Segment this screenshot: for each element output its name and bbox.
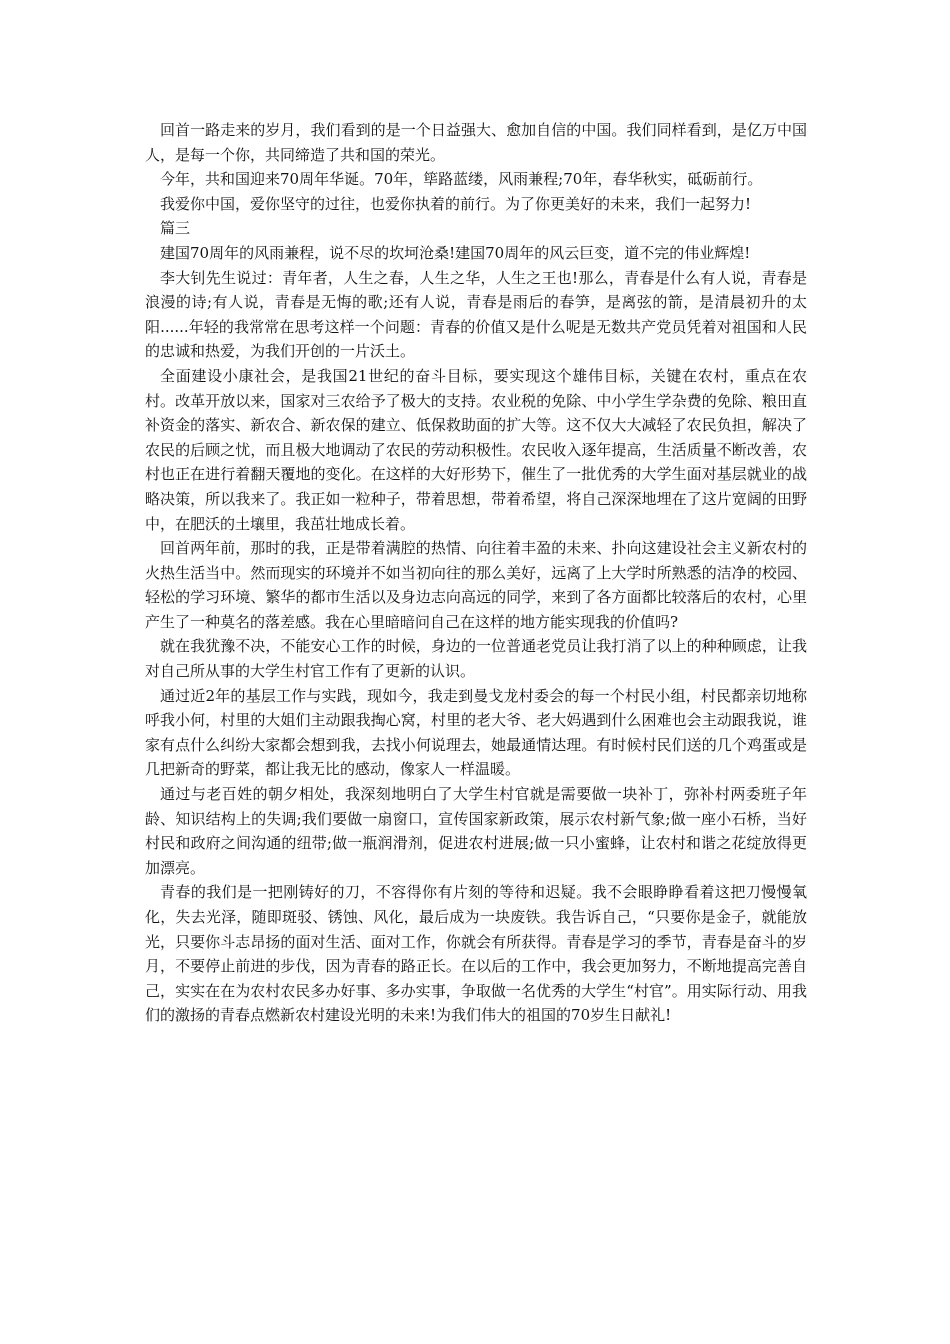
- paragraph: 回首一路走来的岁月，我们看到的是一个日益强大、愈加自信的中国。我们同样看到，是亿万中国人，是每一个你，共同缔造了共和国的荣光。: [145, 121, 807, 164]
- paragraph: 建国70周年的风雨兼程，说不尽的坎坷沧桑!建国70周年的风云巨变，道不完的伟业辉煌!: [160, 243, 751, 262]
- paragraph: 通过与老百姓的朝夕相处，我深刻地明白了大学生村官就是需要做一块补丁，弥补村两委班子年龄、知识结构上的失调;我们要做一扇窗口，宣传国家新政策，展示农村新气象;做一座小石桥，当好村民和政府之间沟通的纽带;做一瓶润滑剂，促进农村进展;做一只小蜜蜂，让农村和谐之花绽放得更加漂亮。: [145, 785, 807, 877]
- section-heading: 篇三: [160, 219, 191, 238]
- paragraph: 我爱你中国，爱你坚守的过往，也爱你执着的前行。为了你更美好的未来，我们一起努力!: [160, 194, 752, 213]
- document-body: [145, 118, 807, 1028]
- paragraph: 通过近2年的基层工作与实践，现如今，我走到曼戈龙村委会的每一个村民小组，村民都亲切地称呼我小何，村里的大姐们主动跟我掏心窝，村里的老大爷、老大妈遇到什么困难也会主动跟我说，谁家有点什么纠纷大家都会想到我，去找小何说理去，她最通情达理。有时候村民们送的几个鸡蛋或是几把新奇的野菜，都让我无比的感动，像家人一样温暖。: [145, 686, 807, 779]
- paragraph: 全面建设小康社会，是我国21世纪的奋斗目标，要实现这个雄伟目标，关键在农村，重点在农村。改革开放以来，国家对三农给予了极大的支持。农业税的免除、中小学生学杂费的免除、粮田直补资金的落实、新农合、新农保的建立、低保救助面的扩大等。这不仅大大减轻了农民负担，解决了农民的后顾之忧，而且极大地调动了农民的劳动积极性。农民收入逐年提高，生活质量不断改善，农村也正在进行着翻天覆地的变化。在这样的大好形势下，催生了一批优秀的大学生面对基层就业的战略决策，所以我来了。我正如一粒种子，带着思想，带着希望，将自己深深地埋在了这片宽阔的田野中，在肥沃的土壤里，我茁壮地成长着。: [145, 366, 807, 533]
- paragraph: 就在我犹豫不决，不能安心工作的时候，身边的一位普通老党员让我打消了以上的种种顾虑，让我对自己所从事的大学生村官工作有了更新的认识。: [145, 637, 807, 681]
- paragraph: 今年，共和国迎来70周年华诞。70年，筚路蓝缕，风雨兼程;70年，春华秋实，砥砺前行。: [160, 170, 763, 189]
- paragraph: 青春的我们是一把刚铸好的刀，不容得你有片刻的等待和迟疑。我不会眼睁睁看着这把刀慢慢氧化，失去光泽，随即斑驳、锈蚀、风化，最后成为一块废铁。我告诉自己，“只要你是金子，就能放光，只要你斗志昂扬的面对生活、面对工作，你就会有所获得。青春是学习的季节，青春是奋斗的岁月，不要停止前进的步伐，因为青春的路正长。在以后的工作中，我会更加努力，不断地提高完善自己，实实在在为农村农民多办好事、多办实事，争取做一名优秀的大学生“村官”。用实际行动、用我们的激扬的青春点燃新农村建设光明的未来!为我们伟大的祖国的70岁生日献礼!: [145, 883, 807, 1025]
- paragraph: 李大钊先生说过：青年者，人生之春，人生之华，人生之王也!那么，青春是什么有人说，青春是浪漫的诗;有人说，青春是无悔的歌;还有人说，青春是雨后的春笋，是离弦的箭，是清晨初升的太阳......年轻的我常常在思考这样一个问题：青春的价值又是什么呢是无数共产党员凭着对祖国和人民的忠诚和热爱，为我们开创的一片沃土。: [145, 268, 807, 361]
- paragraph: 回首两年前，那时的我，正是带着满腔的热情、向往着丰盈的未来、扑向这建设社会主义新农村的火热生活当中。然而现实的环境并不如当初向往的那么美好，远离了上大学时所熟悉的洁净的校园、轻松的学习环境、繁华的都市生活以及身边志向高远的同学，来到了各方面都比较落后的农村，心里产生了一种莫名的落差感。我在心里暗暗问自己在这样的地方能实现我的价值吗?: [145, 539, 807, 631]
